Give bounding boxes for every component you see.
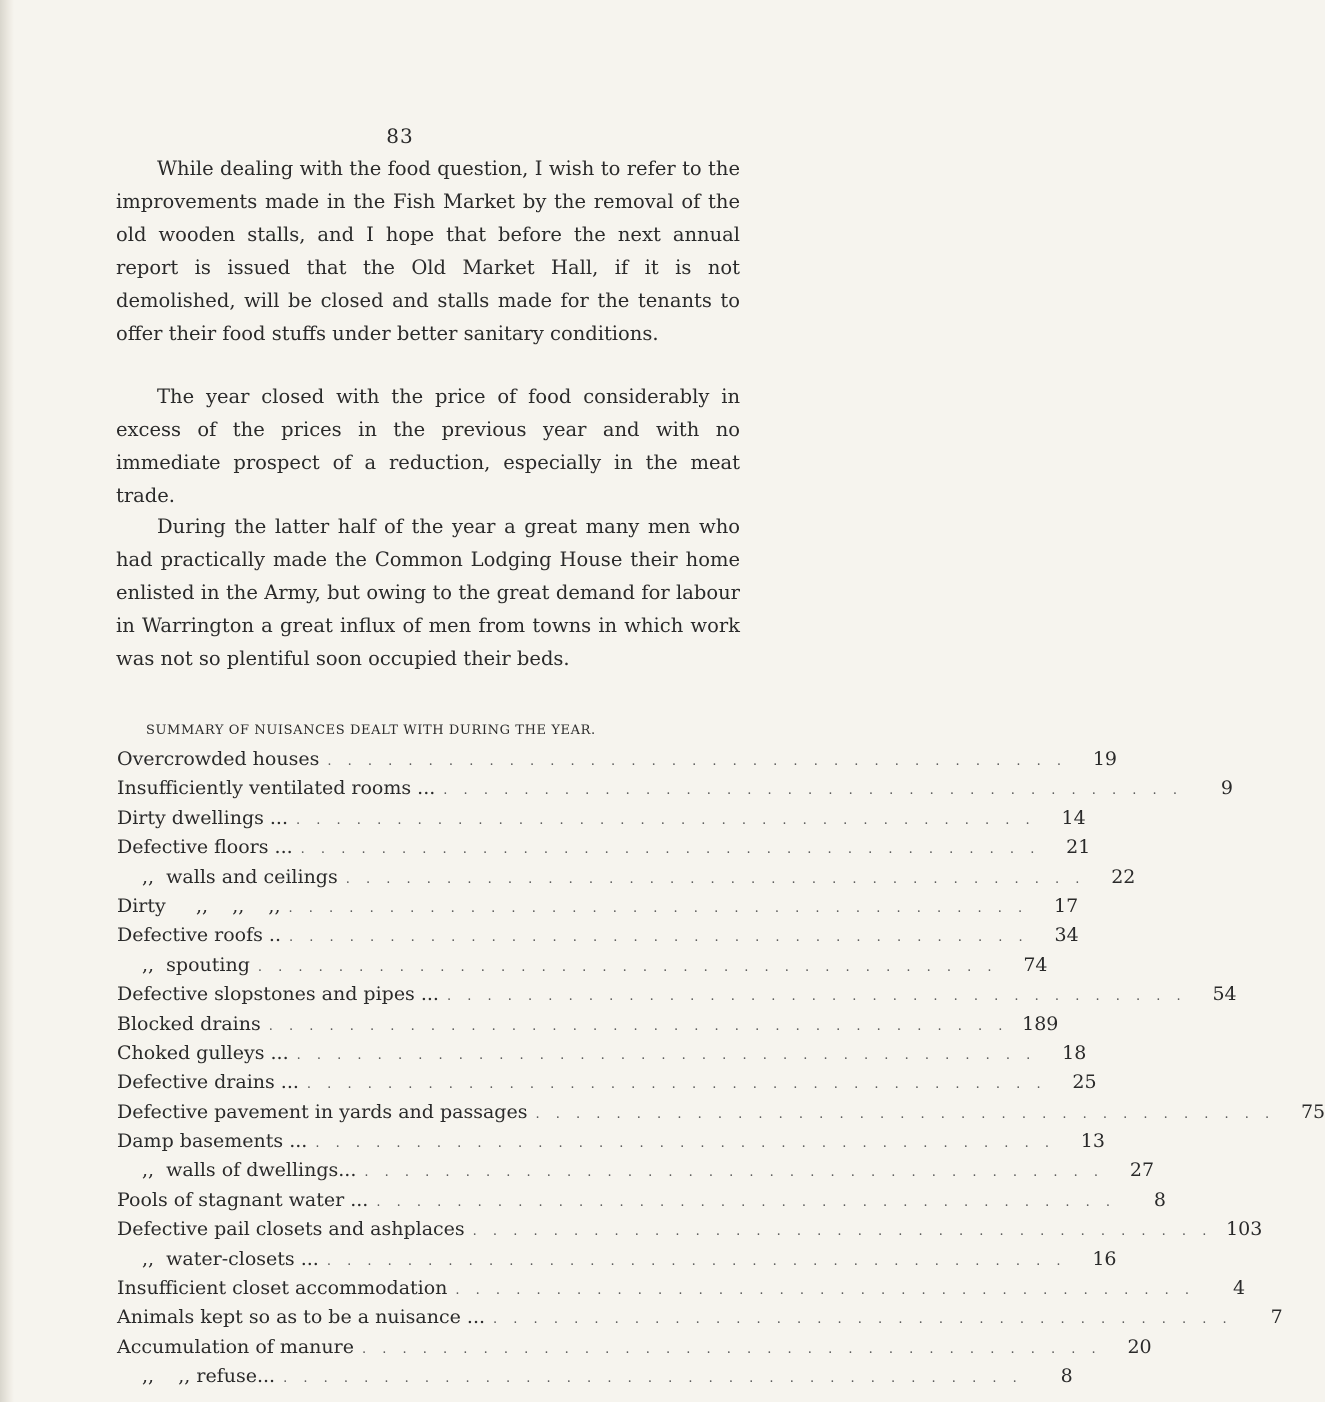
table-row	[117, 1012, 1059, 1042]
row-value: 20	[1127, 1335, 1152, 1358]
paragraph-lodging-house: During the latter half of the year a great many men who had practically made the Common Lodging House their home enlisted in the Army, but owing to the great demand for labour in Warrington a great influx of men from towns in which work was not so plentiful soon occupied their beds.	[116, 515, 740, 670]
dot-leader: . . . . . . . . . . . . . . . . . . . . . . . . . . . . . . . . . . . . .	[288, 900, 1029, 916]
row-value: 25	[1072, 1071, 1097, 1094]
row-label: ,, spouting	[142, 953, 250, 976]
row-label: Damp basements ...	[117, 1130, 308, 1153]
dot-leader: . . . . . . . . . . . . . . . . . . . . . . . . . . . . . . . . . . . . .	[472, 1224, 1213, 1240]
table-row	[117, 1130, 1105, 1159]
row-value: 16	[1092, 1247, 1117, 1270]
row-value: 22	[1111, 865, 1136, 888]
row-value: 54	[1212, 983, 1237, 1006]
row-label: Dirty dwellings ...	[117, 806, 289, 829]
row-value: 7	[1270, 1306, 1283, 1329]
row-value: 17	[1054, 894, 1079, 917]
page-binding-edge	[0, 0, 14, 1402]
row-label: ,, walls and ceilings	[142, 865, 338, 888]
row-value: 74	[1023, 953, 1048, 976]
row-value: 13	[1080, 1130, 1105, 1153]
row-label: Defective floors ...	[117, 836, 293, 859]
dot-leader: . . . . . . . . . . . . . . . . . . . . . . . . . . . . . . . . . . . . .	[446, 989, 1187, 1005]
dot-leader: . . . . . . . . . . . . . . . . . . . . . . . . . . . . . . . . . . . . .	[300, 842, 1041, 858]
page-number: 83	[386, 124, 414, 148]
dot-leader: . . . . . . . . . . . . . . . . . . . . . . . . . . . . . . . . . . . . .	[289, 930, 1029, 946]
row-value: 103	[1226, 1218, 1263, 1241]
table-row	[117, 1247, 1117, 1277]
row-label: Defective pail closets and ashplaces	[117, 1218, 465, 1241]
paragraph-food-prices: The year closed with the price of food considerably in excess of the prices in the previous year and with no immediate prospect of a reduction, especially in the meat trade.	[116, 385, 740, 507]
row-label: Defective roofs ..	[117, 924, 281, 947]
row-label: Choked gulleys ...	[117, 1041, 289, 1064]
row-label: Defective pavement in yards and passages	[117, 1100, 528, 1123]
row-value: 75	[1300, 1100, 1325, 1123]
table-row	[117, 1100, 1325, 1130]
table-row	[117, 1306, 1283, 1335]
row-value: 189	[1022, 1012, 1059, 1035]
table-row	[117, 1218, 1263, 1247]
row-label: Accumulation of manure	[117, 1335, 354, 1358]
row-value: 14	[1061, 806, 1086, 829]
summary-heading: SUMMARY OF NUISANCES DEALT WITH DURING THE YEAR.	[146, 723, 596, 738]
table-row	[117, 894, 1079, 924]
row-label: Insufficiently ventilated rooms ...	[117, 777, 436, 800]
dot-leader: . . . . . . . . . . . . . . . . . . . . . . . . . . . . . . . . . . . . .	[361, 1341, 1102, 1357]
row-label: Pools of stagnant water ...	[117, 1188, 369, 1211]
dot-leader: . . . . . . . . . . . . . . . . . . . . . . . . . . . . . . . . . . . . .	[455, 1283, 1196, 1299]
dot-leader: . . . . . . . . . . . . . . . . . . . . . . . . . . . . . . . . . . . . .	[327, 754, 1068, 769]
dot-leader: . . . . . . . . . . . . . . . . . . . . . . . . . . . . . . . . . . . . .	[364, 1165, 1105, 1181]
row-value: 27	[1129, 1159, 1155, 1182]
dot-leader: . . . . . . . . . . . . . . . . . . . . . . . . . . . . . . . . . . . . .	[268, 1018, 1009, 1034]
row-label: ,, ,, refuse...	[142, 1365, 276, 1388]
dot-leader: . . . . . . . . . . . . . . . . . . . . . . . . . . . . . . . . . . . . .	[326, 1253, 1067, 1269]
table-row	[117, 865, 1136, 895]
table-row	[117, 777, 1233, 806]
table-row	[117, 924, 1079, 953]
dot-leader: . . . . . . . . . . . . . . . . . . . . . . . . . . . . . . . . . . . . .	[376, 1194, 1117, 1210]
row-value: 8	[1060, 1365, 1073, 1388]
row-label: Dirty ,, ,, ,,	[117, 894, 281, 917]
dot-leader: . . . . . . . . . . . . . . . . . . . . . . . . . . . . . . . . . . . . .	[493, 1312, 1233, 1328]
row-label: Blocked drains	[117, 1012, 261, 1035]
table-row	[117, 1159, 1155, 1188]
table-row	[117, 1071, 1097, 1100]
table-row	[117, 836, 1091, 865]
row-label: Defective drains ...	[117, 1071, 299, 1094]
dot-leader: . . . . . . . . . . . . . . . . . . . . . . . . . . . . . . . . . . . . .	[535, 1106, 1276, 1122]
row-value: 8	[1153, 1188, 1167, 1211]
row-label: Insufficient closet accommodation	[117, 1277, 448, 1300]
table-row	[117, 953, 1048, 983]
dot-leader: . . . . . . . . . . . . . . . . . . . . . . . . . . . . . . . . . . . . .	[257, 959, 998, 975]
row-label: Animals kept so as to be a nuisance ...	[117, 1306, 486, 1329]
row-value: 21	[1066, 836, 1091, 859]
paragraph-food-question: While dealing with the food question, I wish to refer to the improvements made in the Fish Market by the removal of the old wooden stalls, and I hope that before the next annual report is issued that the Old Market Hall, if it is not demolished, will be closed and stalls made for the tenants to offer their food stuffs under better sanitary conditions.	[116, 157, 740, 345]
dot-leader: . . . . . . . . . . . . . . . . . . . . . . . . . . . . . . . . . . . . .	[296, 812, 1036, 828]
table-row	[117, 1041, 1087, 1071]
row-value: 4	[1232, 1277, 1246, 1300]
row-value: 34	[1054, 924, 1079, 947]
row-label: Defective slopstones and pipes ...	[117, 983, 439, 1006]
dot-leader: . . . . . . . . . . . . . . . . . . . . . . . . . . . . . . . . . . . . .	[345, 871, 1086, 887]
table-row	[117, 748, 1118, 777]
table-row	[117, 1277, 1246, 1306]
table-row	[117, 1188, 1167, 1218]
row-value: 18	[1062, 1041, 1087, 1064]
row-value: 9	[1220, 777, 1233, 800]
row-label: Overcrowded houses	[117, 748, 320, 770]
table-row	[117, 1335, 1152, 1365]
row-label: ,, walls of dwellings...	[142, 1159, 357, 1182]
dot-leader: . . . . . . . . . . . . . . . . . . . . . . . . . . . . . . . . . . . . .	[283, 1371, 1023, 1387]
table-row	[117, 983, 1237, 1012]
dot-leader: . . . . . . . . . . . . . . . . . . . . . . . . . . . . . . . . . . . . .	[315, 1136, 1055, 1152]
table-row	[117, 1365, 1073, 1394]
row-label: ,, water-closets ...	[142, 1247, 319, 1270]
row-value: 19	[1092, 748, 1118, 770]
dot-leader: . . . . . . . . . . . . . . . . . . . . . . . . . . . . . . . . . . . . .	[296, 1047, 1037, 1063]
table-row	[117, 806, 1086, 836]
dot-leader: . . . . . . . . . . . . . . . . . . . . . . . . . . . . . . . . . . . . .	[443, 783, 1183, 799]
dot-leader: . . . . . . . . . . . . . . . . . . . . . . . . . . . . . . . . . . . . .	[306, 1077, 1047, 1093]
nuisance-summary-table	[117, 748, 1325, 1395]
